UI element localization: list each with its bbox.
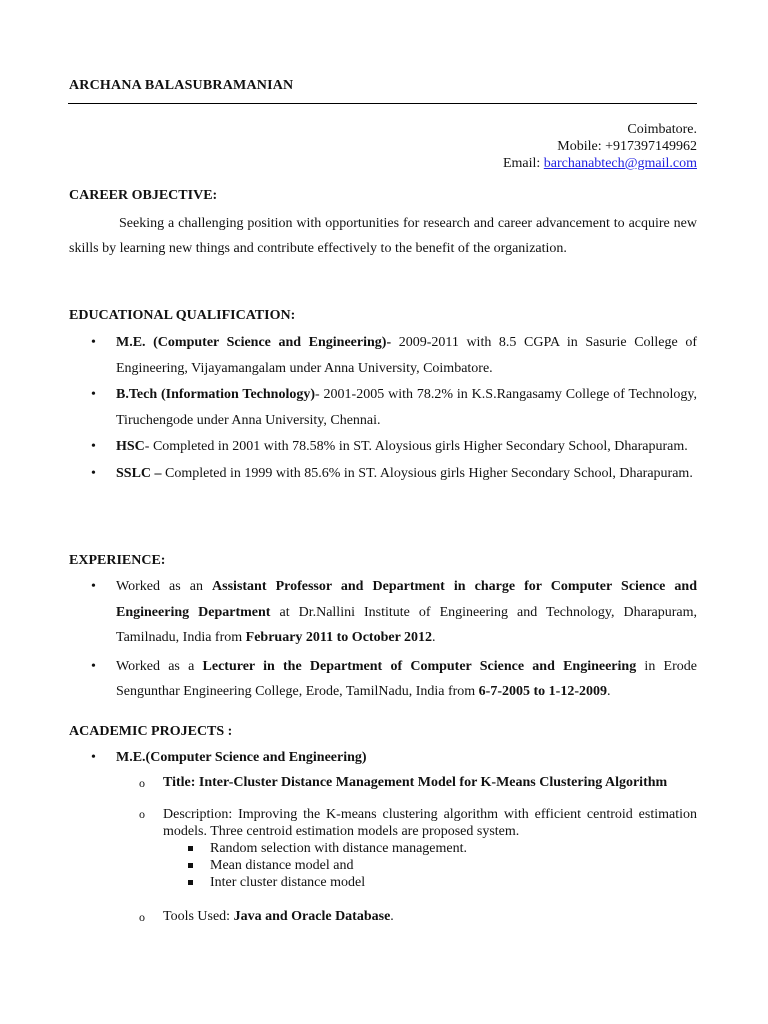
bullet-icon: • [91,658,96,674]
projects-heading: ACADEMIC PROJECTS : [69,724,233,739]
education-item [69,330,697,381]
tools-end: . [390,909,394,924]
bullet-icon: • [91,750,96,765]
experience-list [69,574,697,705]
education-detail: Completed in 1999 with 85.6% in ST. Aloysious girls Higher Secondary School, Dharapuram. [161,465,693,481]
bullet-icon: • [91,579,96,594]
header-divider [68,103,697,104]
contact-block [503,121,697,172]
experience-item [69,574,697,651]
email-line [503,155,697,172]
model-text: Inter cluster distance model [210,875,366,890]
email-label: Email: [502,156,544,171]
tools-label: Tools Used: [163,909,234,924]
education-detail: - 2001-2005 with 78.2% in K.S.Rangasamy College of Technology, Tiruchengode under Anna University, Chennai. [116,387,697,428]
project-degree: M.E.(Computer Science and Engineering) [116,750,367,765]
education-list [69,330,697,487]
model-text: Mean distance model and [210,858,354,873]
bullet-icon: • [91,465,96,481]
square-bullet-icon [188,880,193,885]
projects-list [69,745,697,771]
experience-end: . [432,630,436,645]
square-bullet-icon [188,863,193,868]
circle-bullet-icon: o [139,910,145,924]
education-detail: - Completed in 2001 with 78.58% in ST. Aloysious girls Higher Secondary School, Dharapuram. [144,439,688,454]
bullet-icon: • [91,439,96,454]
experience-item [69,654,697,705]
mobile: Mobile: +917397149962 [557,139,697,154]
education-heading: EDUCATIONAL QUALIFICATION: [69,308,296,323]
career-objective-text [69,211,697,261]
city: Coimbatore. [627,122,697,137]
experience-institution: at Dr.Nallini Institute of Engineering and Technology, Dharapuram, Tamilnadu, India from [116,604,697,645]
bullet-icon: • [91,387,96,402]
circle-bullet-icon: o [139,776,145,790]
model-item [163,840,697,857]
project-description: Description: Improving the K-means clustering algorithm with efficient centroid estimation models. Three centroid estimation models are proposed system. [163,807,697,839]
project-title-item [117,770,697,796]
experience-heading: EXPERIENCE: [69,553,166,568]
experience-end: . [606,684,611,699]
tools-value: Java and Oracle Database [233,909,391,924]
project-title: Title: Inter-Cluster Distance Management Model for K-Means Clustering Algorithm [163,775,668,790]
education-item [69,434,697,460]
education-item [69,461,697,487]
circle-bullet-icon: o [139,807,145,821]
education-degree: SSLC – [116,465,162,481]
email-link[interactable]: barchanabtech@gmail.com [543,156,697,171]
project-details [117,770,697,926]
education-degree: HSC [116,439,145,454]
project-description-item [117,806,697,891]
project-degree-item [69,745,697,771]
experience-prefix: Worked as a [116,658,203,674]
project-tools-item [117,908,697,926]
experience-role: Assistant Professor and Department in charge for Computer Science and Engineering Department [116,579,697,620]
career-objective-heading: CAREER OBJECTIVE: [69,188,218,203]
experience-period: February 2011 to October 2012 [245,630,433,645]
experience-institution: in Erode Sengunthar Engineering College, Erode, TamilNadu, India from [116,658,697,699]
experience-prefix: Worked as an [116,579,213,594]
model-text: Random selection with distance management. [210,841,467,856]
model-item [163,874,697,891]
career-objective-paragraph: Seeking a challenging position with opportunities for research and career advancement to acquire new skills by learning new things and contribute effectively to the benefit of the organization. [69,216,697,256]
model-item [163,857,697,874]
experience-role: Lecturer in the Department of Computer Science and Engineering [202,658,637,674]
candidate-name: ARCHANA BALASUBRAMANIAN [69,78,294,93]
bullet-icon: • [91,335,96,350]
experience-period: 6-7-2005 to 1-12-2009 [478,684,607,699]
education-detail: 2009-2011 with 8.5 CGPA in Sasurie College of Engineering, Vijayamangalam under Anna University, Coimbatore. [116,335,697,376]
square-bullet-icon [188,846,193,851]
education-degree: B.Tech (Information Technology) [116,387,315,402]
education-degree: M.E. (Computer Science and Engineering)- [116,335,392,350]
model-list [163,840,697,891]
education-item [69,382,697,433]
